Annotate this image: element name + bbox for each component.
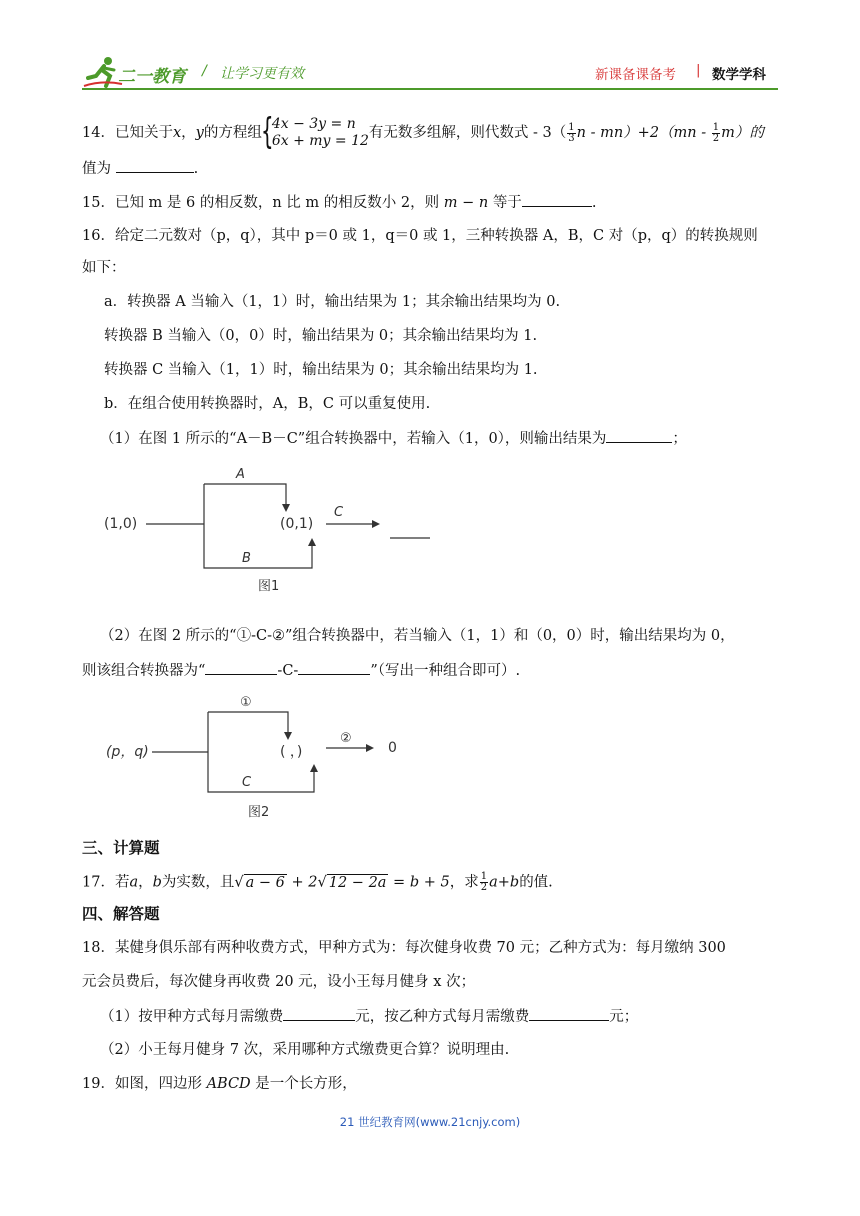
header-slogan: 让学习更有效 — [220, 66, 304, 82]
fig2-label-c: C — [242, 775, 252, 790]
answer-blank-16-2a[interactable] — [205, 660, 277, 675]
answer-blank-15[interactable] — [522, 192, 592, 207]
question-16-line-2: 如下： — [82, 260, 126, 276]
question-16-line-1: 16．给定二元数对（p，q），其中 p＝0 或 1，q＝0 或 1，三种转换器 A，B，C 对（p，q）的转换规则 — [82, 228, 758, 244]
rule-a: a．转换器 A 当输入（1，1）时，输出结果为 1；其余输出结果均为 0. — [104, 294, 561, 310]
header-slash: / — [202, 63, 207, 79]
header-rule — [82, 88, 778, 90]
section-4-title: 四、解答题 — [82, 905, 160, 923]
fraction-one-half-q17: $\frac{1}{2}$ — [480, 871, 488, 893]
fig1-input-label: (1,0) — [104, 516, 138, 532]
header — [0, 0, 860, 100]
fig1-middle-label: (0,1) — [280, 516, 314, 532]
question-14-line-2: 值为 . — [82, 158, 198, 179]
fraction-one-third: $\frac{1}{3}$ — [568, 121, 575, 144]
fig1-label-a: A — [236, 467, 245, 482]
header-tag-course: 新课备课备考 — [595, 67, 676, 83]
answer-blank-14[interactable] — [116, 158, 194, 173]
fig2-label-1: ① — [240, 695, 252, 710]
question-18-line-2: 元会员费后，每次健身再收费 20 元，设小王每月健身 x 次； — [82, 974, 476, 990]
question-16-part-2-line-2: 则该组合转换器为“ -C- ”（写出一种组合即可）. — [82, 660, 520, 681]
rule-c: 转换器 C 当输入（1，1）时，输出结果为 0；其余输出结果均为 1. — [104, 362, 538, 378]
question-16-part-2-line-1: （2）在图 2 所示的“①-C-②”组合转换器中，若当输入（1，1）和（0，0）时，输出结果均为 0， — [100, 628, 735, 644]
fig2-label-2: ② — [340, 731, 352, 746]
question-14-line-1: 14．已知关于x，y的方程组 { 4x − 3y = n 6x + my = 12 有无数多组解，则代数式 - 3（ $\frac{1}{3}$ n - mn）+2（mn - $\frac{1}{2}$ m）的 — [82, 111, 764, 152]
figure-1 — [96, 460, 456, 600]
rule-b: 转换器 B 当输入（0，0）时，输出结果为 0；其余输出结果均为 1. — [104, 328, 538, 344]
fig2-input-label: (p，q) — [106, 744, 149, 760]
question-18-line-1: 18．某健身俱乐部有两种收费方式，甲种方式为：每次健身收费 70 元；乙种方式为：每月缴纳 300 — [82, 940, 726, 956]
fig2-middle-label: ( ，) — [280, 744, 303, 760]
question-16-part-1: （1）在图 1 所示的“A－B－C”组合转换器中，若输入（1，0），则输出结果为 ； — [100, 428, 687, 449]
answer-blank-18-1b[interactable] — [529, 1006, 609, 1021]
fig1-caption: 图1 — [258, 579, 280, 594]
question-15: 15．已知 m 是 6 的相反数，n 比 m 的相反数小 2，则 m − n 等于 . — [82, 192, 596, 213]
question-18-part-1: （1）按甲种方式每月需缴费 元，按乙种方式每月需缴费 元； — [100, 1006, 638, 1027]
header-tag-subject: 数学学科 — [712, 67, 766, 83]
header-divider: | — [696, 62, 701, 78]
radical-1: a − 6 — [245, 874, 285, 891]
answer-blank-18-1a[interactable] — [283, 1006, 355, 1021]
question-18-part-2: （2）小王每月健身 7 次，采用哪种方式缴费更合算？说明理由. — [100, 1042, 510, 1058]
answer-blank-16-2b[interactable] — [298, 660, 370, 675]
fig1-label-c: C — [334, 505, 344, 520]
question-17: 17．若a，b为实数，且√ a − 6 + 2√ 12 − 2a = b + 5，求 $\frac{1}{2}$ a+b的值. — [82, 871, 553, 893]
fig2-output: 0 — [388, 740, 397, 756]
figure-2 — [100, 690, 420, 830]
fig2-caption: 图2 — [248, 805, 270, 820]
question-19: 19．如图，四边形 ABCD 是一个长方形， — [82, 1076, 357, 1092]
radical-2: 12 − 2a — [328, 874, 387, 891]
section-3-title: 三、计算题 — [82, 839, 160, 857]
logo-brand: 二一教育 — [118, 67, 186, 87]
equation-system: { 4x − 3y = n 6x + my = 12 — [260, 111, 369, 152]
fraction-one-half: $\frac{1}{2}$ — [712, 121, 720, 144]
rule-d: b．在组合使用转换器时，A，B，C 可以重复使用. — [104, 396, 431, 412]
fig1-label-b: B — [242, 551, 251, 566]
footer-site[interactable]: 21 世纪教育网(www.21cnjy.com) — [339, 1115, 521, 1129]
answer-blank-16-1[interactable] — [606, 428, 672, 443]
